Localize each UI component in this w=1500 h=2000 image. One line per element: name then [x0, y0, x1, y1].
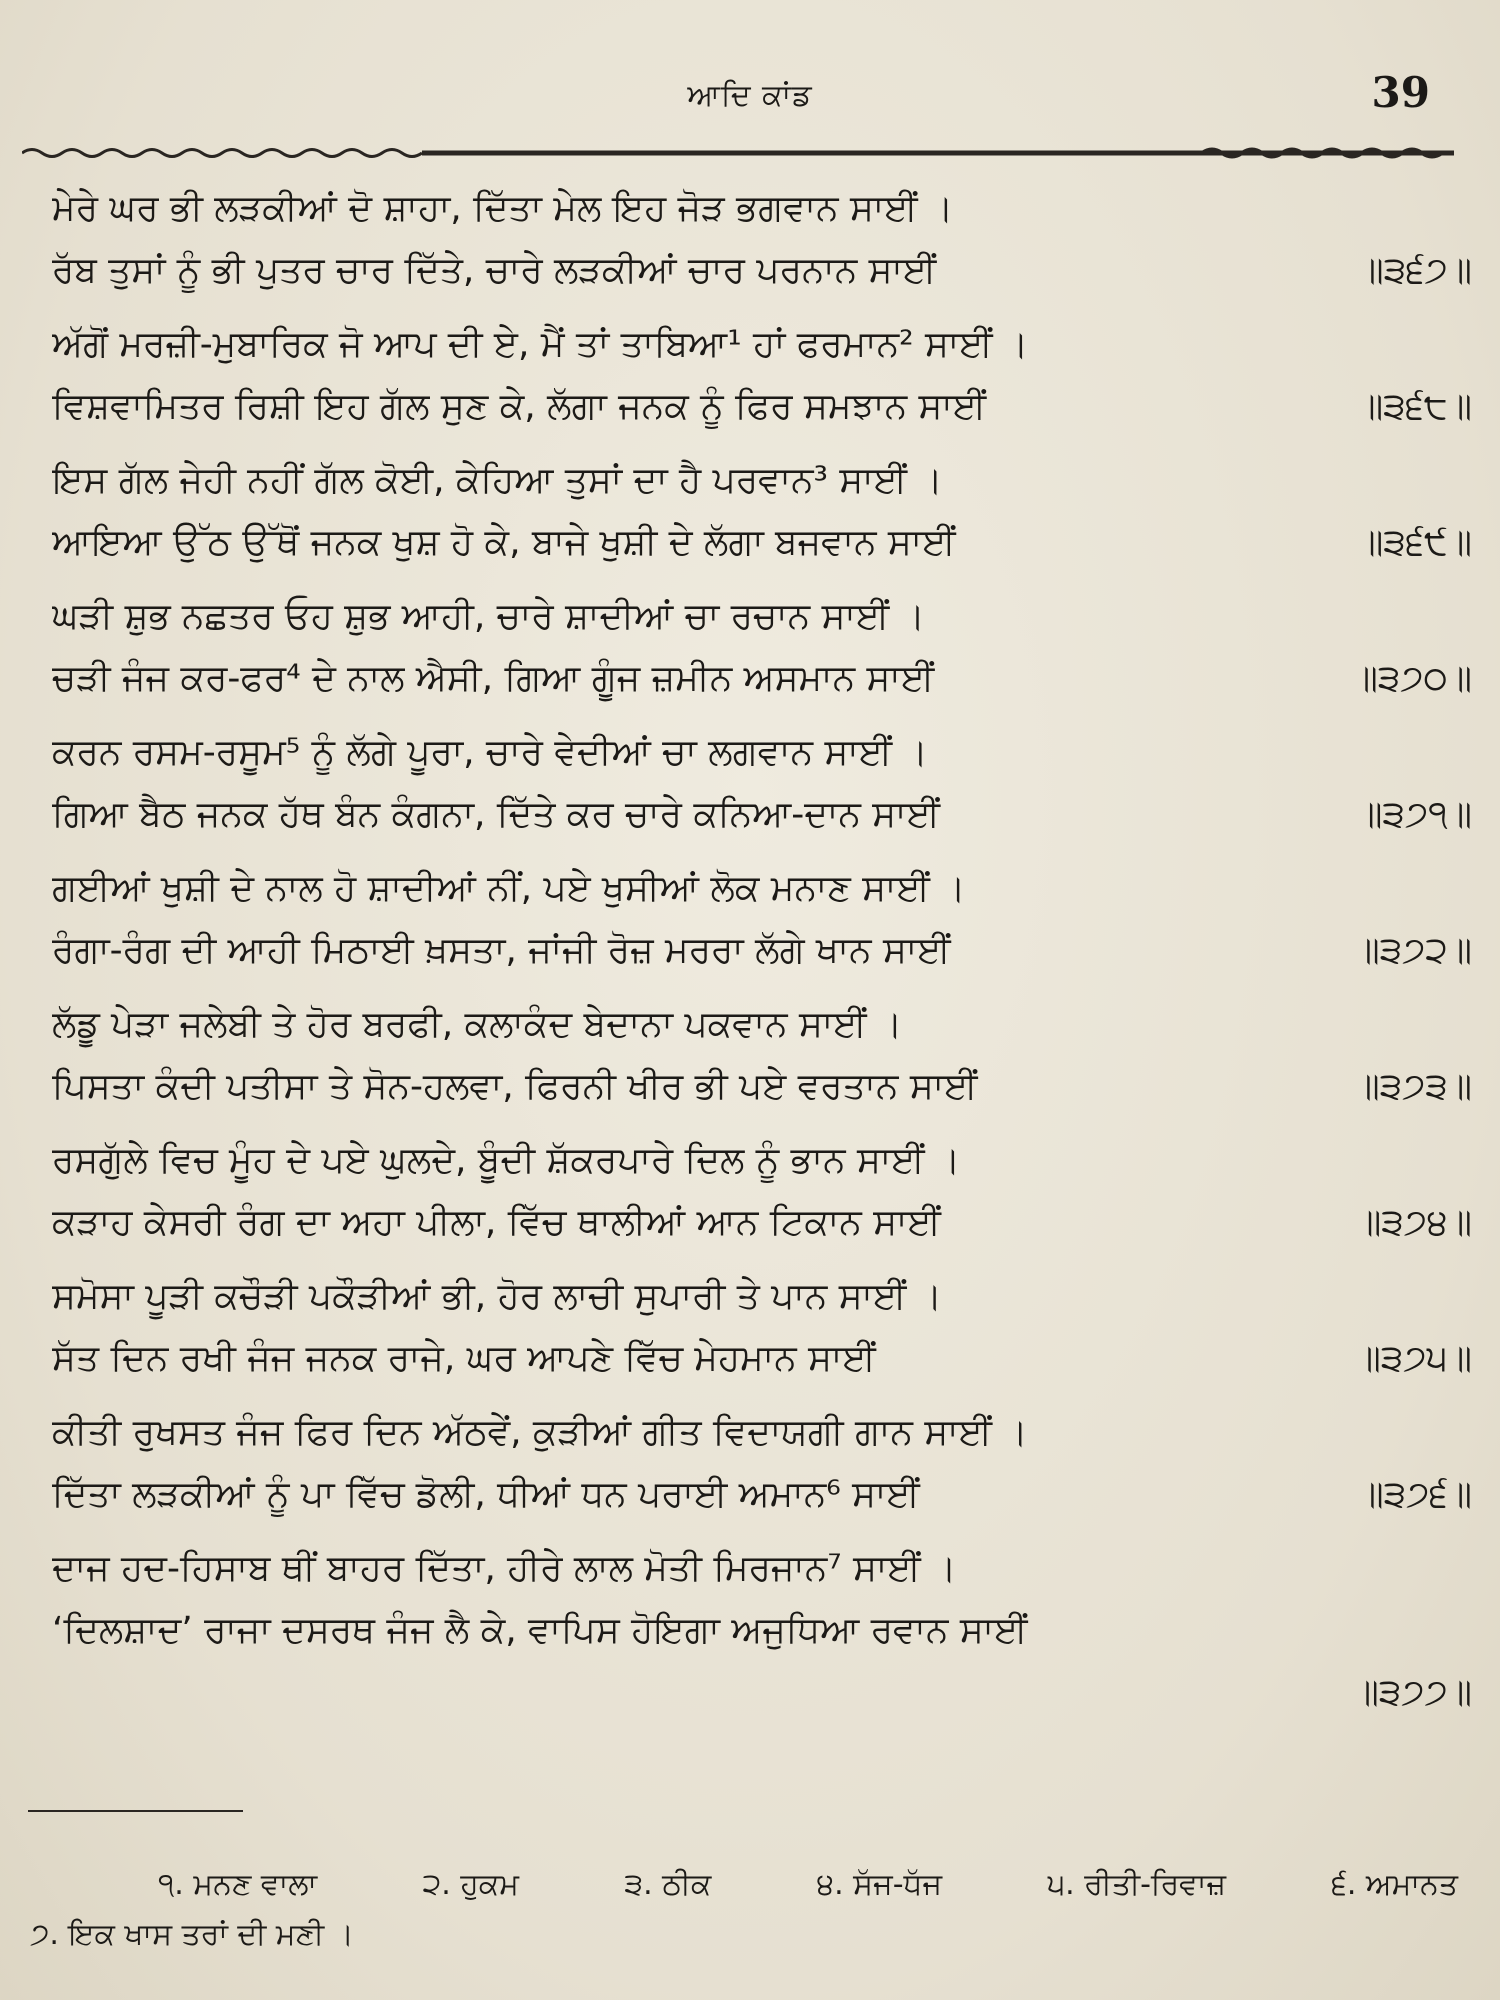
verse-text: ਗਈਆਂ ਖੁਸ਼ੀ ਦੇ ਨਾਲ ਹੋ ਸ਼ਾਦੀਆਂ ਨੀਂ, ਪਏ ਖੁਸੀਆਂ ਲੋਕ ਮਨਾਣ ਸਾਈਂ । [52, 868, 966, 909]
verse-line [52, 858, 1472, 920]
verse-text: ਕੀਤੀ ਰੁਖਸਤ ਜੰਜ ਫਿਰ ਦਿਨ ਅੱਠਵੇਂ, ਕੁੜੀਆਂ ਗੀਤ ਵਿਦਾਯਗੀ ਗਾਨ ਸਾਈਂ । [52, 1412, 1028, 1453]
footnote: ੪. ਸੱਜ-ਧੱਜ [816, 1867, 943, 1902]
verse-number: ॥੩੭੦॥ [1353, 658, 1472, 699]
verse-line [52, 1662, 1472, 1724]
verse-text: ਰਸਗੁੱਲੇ ਵਿਚ ਮੂੰਹ ਦੇ ਪਏ ਘੁਲਦੇ, ਬੂੰਦੀ ਸ਼ੱਕਰਪਾਰੇ ਦਿਲ ਨੂੰ ਭਾਨ ਸਾਈਂ । [52, 1140, 961, 1181]
verse-text: ਕਰਨ ਰਸਮ-ਰਸੂਮ⁵ ਨੂੰ ਲੱਗੇ ਪੂਰਾ, ਚਾਰੇ ਵੇਦੀਆਂ ਚਾ ਲਗਵਾਨ ਸਾਈਂ । [52, 732, 928, 773]
verse-text: ਦਾਜ ਹਦ-ਹਿਸਾਬ ਥੀਂ ਬਾਹਰ ਦਿੱਤਾ, ਹੀਰੇ ਲਾਲ ਮੋਤੀ ਮਿਰਜਾਨ⁷ ਸਾਈਂ । [52, 1548, 957, 1589]
verse-text: ਆਇਆ ਉੱਠ ਉੱਥੋਂ ਜਨਕ ਖੁਸ਼ ਹੋ ਕੇ, ਬਾਜੇ ਖੁਸ਼ੀ ਦੇ ਲੱਗਾ ਬਜਵਾਨ ਸਾਈਂ [52, 522, 956, 563]
verse-number: ॥੩੬੭॥ [1359, 250, 1472, 291]
stanza [52, 586, 1472, 710]
running-head: ਆਦਿ ਕਾਂਡ [687, 78, 813, 113]
footnote-line [28, 1860, 1458, 1910]
verse-line [52, 178, 1472, 240]
verse-text: ਗਿਆ ਬੈਠ ਜਨਕ ਹੱਥ ਬੰਨ ਕੰਗਨਾ, ਦਿੱਤੇ ਕਰ ਚਾਰੇ ਕਨਿਆ-ਦਾਨ ਸਾਈਂ [52, 794, 940, 835]
stanza [52, 722, 1472, 846]
verse-text: ਸੱਤ ਦਿਨ ਰਖੀ ਜੰਜ ਜਨਕ ਰਾਜੇ, ਘਰ ਆਪਣੇ ਵਿੱਚ ਮੇਹਮਾਨ ਸਾਈਂ [52, 1338, 876, 1379]
verse-line [52, 1402, 1472, 1464]
verse-text: ਅੱਗੋਂ ਮਰਜ਼ੀ-ਮੁਬਾਰਿਕ ਜੋ ਆਪ ਦੀ ਏ, ਮੈਂ ਤਾਂ ਤਾਬਿਆ¹ ਹਾਂ ਫਰਮਾਨ² ਸਾਈਂ । [52, 324, 1029, 365]
stanza [52, 1266, 1472, 1390]
verse-line [52, 1328, 1472, 1390]
verse-line [52, 512, 1472, 574]
footnote: ੩. ਠੀਕ [624, 1867, 712, 1902]
verse-line [52, 1538, 1472, 1600]
footnote-line [28, 1910, 1458, 1960]
stanza [52, 1130, 1472, 1254]
verse-line [52, 1600, 1472, 1662]
verse-text: ਲੱਡੂ ਪੇੜਾ ਜਲੇਬੀ ਤੇ ਹੋਰ ਬਰਫੀ, ਕਲਾਕੰਦ ਬੇਦਾਨਾ ਪਕਵਾਨ ਸਾਈਂ । [52, 1004, 903, 1045]
verse-number: ॥੩੭੬॥ [1359, 1474, 1472, 1515]
verse-text: ਚੜੀ ਜੰਜ ਕਰ-ਫਰ⁴ ਦੇ ਨਾਲ ਐਸੀ, ਗਿਆ ਗੂੰਜ ਜ਼ਮੀਨ ਅਸਮਾਨ ਸਾਈਂ [52, 658, 935, 699]
verse-line [52, 240, 1472, 302]
verse-line [52, 648, 1472, 710]
verse-line [52, 376, 1472, 438]
verse-line [52, 1056, 1472, 1118]
stanza [52, 1538, 1472, 1724]
footnote: ੭. ਇਕ ਖਾਸ ਤਰਾਂ ਦੀ ਮਣੀ । [30, 1917, 354, 1952]
verse-text: ਪਿਸਤਾ ਕੰਦੀ ਪਤੀਸਾ ਤੇ ਸੋਨ-ਹਲਵਾ, ਫਿਰਨੀ ਖੀਰ ਭੀ ਪਏ ਵਰਤਾਨ ਸਾਈਂ [52, 1066, 978, 1107]
footnote: ੨. ਹੁਕਮ [422, 1867, 519, 1902]
stanza [52, 1402, 1472, 1526]
verse-number: ॥੩੭੭॥ [1354, 1672, 1472, 1713]
verse-line [52, 1192, 1472, 1254]
verse-number: ॥੩੭੨॥ [1355, 930, 1472, 971]
header-ornament-rule [22, 146, 1454, 160]
verse-line [52, 784, 1472, 846]
verse-text: ਕੜਾਹ ਕੇਸਰੀ ਰੰਗ ਦਾ ਅਹਾ ਪੀਲਾ, ਵਿੱਚ ਥਾਲੀਆਂ ਆਨ ਟਿਕਾਨ ਸਾਈਂ [52, 1202, 941, 1243]
footnote: ੧. ਮਨਣ ਵਾਲਾ [158, 1867, 318, 1902]
verse-number: ॥੩੭੩॥ [1355, 1066, 1472, 1107]
verse-block [52, 178, 1472, 1736]
verse-text: ਸਮੋਸਾ ਪੂੜੀ ਕਚੌੜੀ ਪਕੌੜੀਆਂ ਭੀ, ਹੋਰ ਲਾਚੀ ਸੁਪਾਰੀ ਤੇ ਪਾਨ ਸਾਈਂ । [52, 1276, 943, 1317]
verse-text: ਰੱਬ ਤੁਸਾਂ ਨੂੰ ਭੀ ਪੁਤਰ ਚਾਰ ਦਿੱਤੇ, ਚਾਰੇ ਲੜਕੀਆਂ ਚਾਰ ਪਰਨਾਨ ਸਾਈਂ [52, 250, 937, 291]
verse-text: ਦਿੱਤਾ ਲੜਕੀਆਂ ਨੂੰ ਪਾ ਵਿੱਚ ਡੋਲੀ, ਧੀਆਂ ਧਨ ਪਰਾਈ ਅਮਾਨ⁶ ਸਾਈਂ [52, 1474, 920, 1515]
footnote: ੬. ਅਮਾਨਤ [1331, 1867, 1458, 1902]
verse-number: ॥੩੭੧॥ [1358, 794, 1472, 835]
verse-text: ‘ਦਿਲਸ਼ਾਦ’ ਰਾਜਾ ਦਸਰਥ ਜੰਜ ਲੈ ਕੇ, ਵਾਪਿਸ ਹੋਇਗਾ ਅਜੁਧਿਆ ਰਵਾਨ ਸਾਈਂ [52, 1610, 1028, 1651]
footnote-rule [28, 1810, 243, 1812]
verse-text: ਘੜੀ ਸ਼ੁਭ ਨਛਤਰ ਓਹ ਸ਼ੁਭ ਆਹੀ, ਚਾਰੇ ਸ਼ਾਦੀਆਂ ਚਾ ਰਚਾਨ ਸਾਈਂ । [52, 596, 925, 637]
stanza [52, 858, 1472, 982]
verse-line [52, 314, 1472, 376]
verse-line [52, 1130, 1472, 1192]
footnotes [28, 1860, 1458, 1960]
verse-text: ਮੇਰੇ ਘਰ ਭੀ ਲੜਕੀਆਂ ਦੋ ਸ਼ਾਹਾ, ਦਿੱਤਾ ਮੇਲ ਇਹ ਜੋੜ ਭਗਵਾਨ ਸਾਈਂ । [52, 188, 954, 229]
verse-line [52, 450, 1472, 512]
verse-number: ॥੩੬੮॥ [1358, 386, 1472, 427]
stanza [52, 314, 1472, 438]
stanza [52, 994, 1472, 1118]
verse-text: ਇਸ ਗੱਲ ਜੇਹੀ ਨਹੀਂ ਗੱਲ ਕੋਈ, ਕੇਹਿਆ ਤੁਸਾਂ ਦਾ ਹੈ ਪਰਵਾਨ³ ਸਾਈਂ । [52, 460, 943, 501]
stanza [52, 450, 1472, 574]
verse-line [52, 722, 1472, 784]
verse-line [52, 994, 1472, 1056]
verse-number: ॥੩੭੪॥ [1357, 1202, 1472, 1243]
verse-line [52, 1464, 1472, 1526]
footnote: ੫. ਰੀਤੀ-ਰਿਵਾਜ਼ [1047, 1867, 1227, 1902]
verse-text: ਵਿਸ਼ਵਾਮਿਤਰ ਰਿਸ਼ੀ ਇਹ ਗੱਲ ਸੁਣ ਕੇ, ਲੱਗਾ ਜਨਕ ਨੂੰ ਫਿਰ ਸਮਝਾਨ ਸਾਈਂ [52, 386, 987, 427]
verse-number: ॥੩੭੫॥ [1356, 1338, 1472, 1379]
verse-line [52, 586, 1472, 648]
verse-text: ਰੰਗਾ-ਰੰਗ ਦੀ ਆਹੀ ਮਿਠਾਈ ਖ਼ਸਤਾ, ਜਾਂਜੀ ਰੋਜ਼ ਮਰਰਾ ਲੱਗੇ ਖਾਨ ਸਾਈਂ [52, 930, 951, 971]
stanza [52, 178, 1472, 302]
verse-line [52, 1266, 1472, 1328]
verse-line [52, 920, 1472, 982]
page-number: 39 [1371, 68, 1430, 117]
verse-number: ॥੩੬੯॥ [1359, 522, 1472, 563]
